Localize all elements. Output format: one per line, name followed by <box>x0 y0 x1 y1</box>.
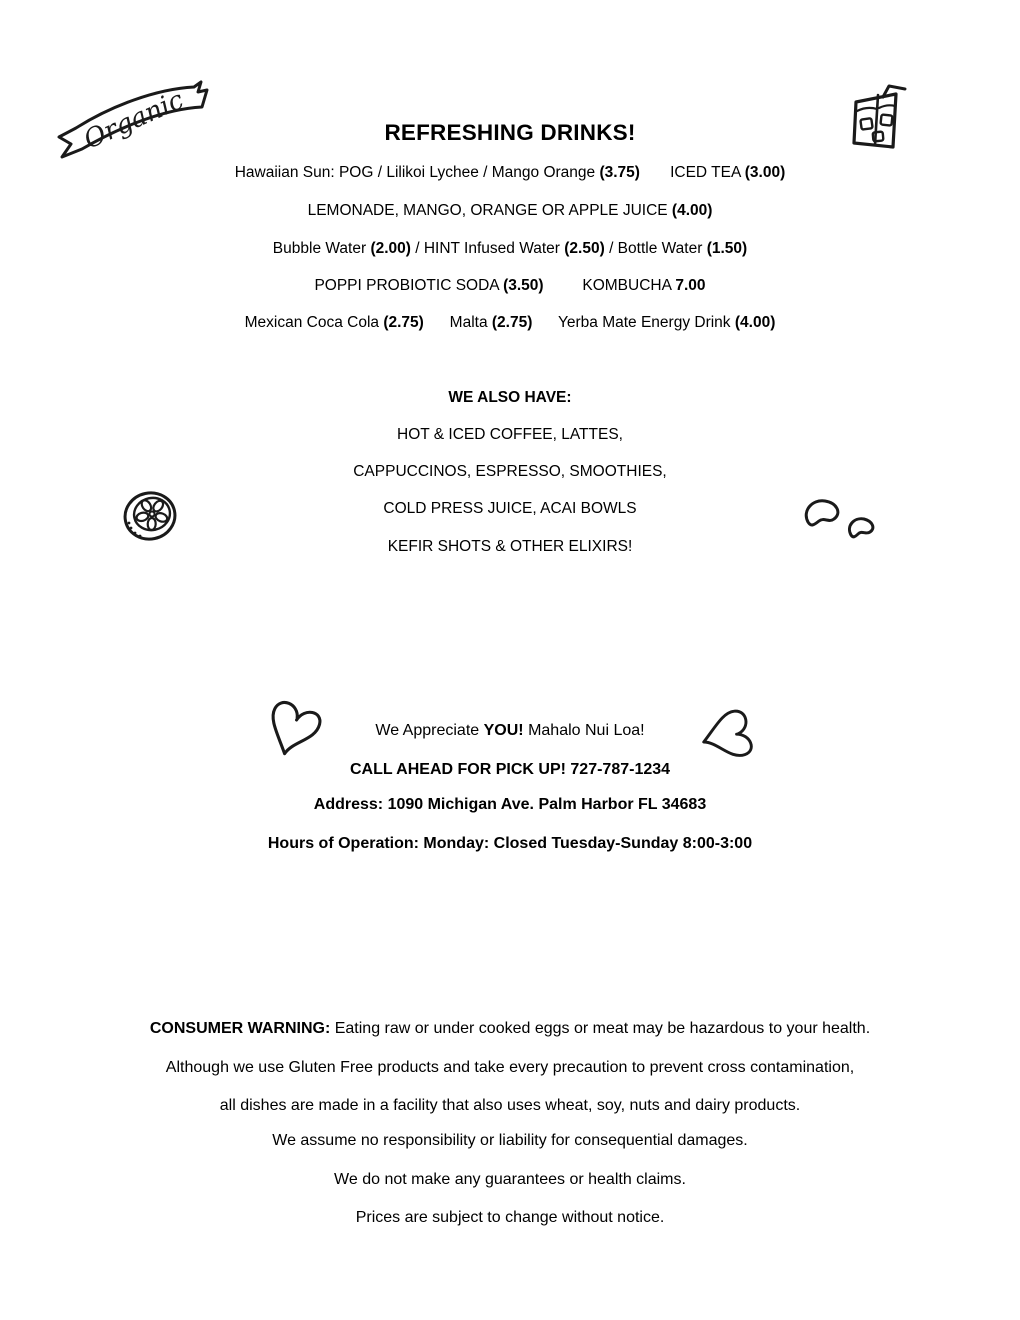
text-segment: KOMBUCHA <box>543 277 676 294</box>
text-segment: Yerba Mate Energy Drink <box>532 314 735 331</box>
drink-line <box>0 164 1020 182</box>
drink-line <box>0 202 1020 220</box>
text-segment: 7.00 <box>675 277 706 294</box>
appreciation-line <box>0 722 1020 740</box>
text-segment: Bubble Water <box>272 240 371 257</box>
also-have-header: WE ALSO HAVE: <box>448 389 572 406</box>
text-segment: Mahalo Nui Loa! <box>523 722 645 739</box>
text-segment: Hawaiian Sun: POG / Lilikoi Lychee / Mango Orange <box>234 164 600 181</box>
text-segment: (4.00) <box>671 202 713 219</box>
text-segment: / HINT Infused Water <box>410 240 565 257</box>
text-segment: POPPI PROBIOTIC SODA <box>314 277 504 294</box>
text-segment: We Appreciate <box>375 722 484 739</box>
text-segment: (4.00) <box>734 314 776 331</box>
text-segment: (2.75) <box>383 314 424 331</box>
text-segment: YOU! <box>483 722 524 739</box>
text-segment: (1.50) <box>706 240 748 257</box>
text-segment: LEMONADE, MANGO, ORANGE OR APPLE JUICE <box>307 202 672 219</box>
address-line: Address: 1090 Michigan Ave. Palm Harbor FL 34683 <box>313 796 707 813</box>
also-have-line: CAPPUCCINOS, ESPRESSO, SMOOTHIES, <box>353 463 667 480</box>
organic-banner-label: Organic <box>79 85 189 156</box>
drink-line <box>0 277 1020 295</box>
consumer-warning-line <box>0 1020 1020 1038</box>
disclaimer-line: all dishes are made in a facility that also uses wheat, soy, nuts and dairy products. <box>219 1097 801 1114</box>
text-segment: Mexican Coca Cola <box>244 314 384 331</box>
text-segment: Eating raw or under cooked eggs or meat may be hazardous to your health. <box>330 1020 871 1037</box>
text-segment: Malta <box>423 314 492 331</box>
text-segment: (3.50) <box>503 277 544 294</box>
lemon-slice-icon <box>117 486 181 550</box>
disclaimer-line: Prices are subject to change without notice. <box>355 1209 665 1226</box>
text-segment: / Bottle Water <box>604 240 707 257</box>
also-have-line: HOT & ICED COFFEE, LATTES, <box>397 426 623 443</box>
text-segment: ICED TEA <box>639 164 745 181</box>
text-segment: (3.75) <box>599 164 640 181</box>
disclaimer-line: We assume no responsibility or liability for consequential damages. <box>272 1132 748 1149</box>
disclaimer-line: Although we use Gluten Free products and take every precaution to prevent cross contamination, <box>165 1059 855 1076</box>
call-ahead-line: CALL AHEAD FOR PICK UP! 727-787-1234 <box>349 761 671 778</box>
drink-line <box>0 314 1020 332</box>
text-segment: (2.75) <box>491 314 533 331</box>
disclaimer-line: We do not make any guarantees or health claims. <box>334 1171 686 1188</box>
page-title: REFRESHING DRINKS! <box>384 120 636 145</box>
hours-line: Hours of Operation: Monday: Closed Tuesday-Sunday 8:00-3:00 <box>267 835 753 852</box>
also-have-line: KEFIR SHOTS & OTHER ELIXIRS! <box>387 538 633 555</box>
drink-line <box>0 240 1020 258</box>
text-segment: CONSUMER WARNING: <box>149 1020 331 1037</box>
text-segment: (3.00) <box>744 164 786 181</box>
text-segment: (2.50) <box>564 240 605 257</box>
coffee-beans-icon <box>800 496 882 546</box>
text-segment: (2.00) <box>370 240 411 257</box>
also-have-line: COLD PRESS JUICE, ACAI BOWLS <box>383 500 637 517</box>
